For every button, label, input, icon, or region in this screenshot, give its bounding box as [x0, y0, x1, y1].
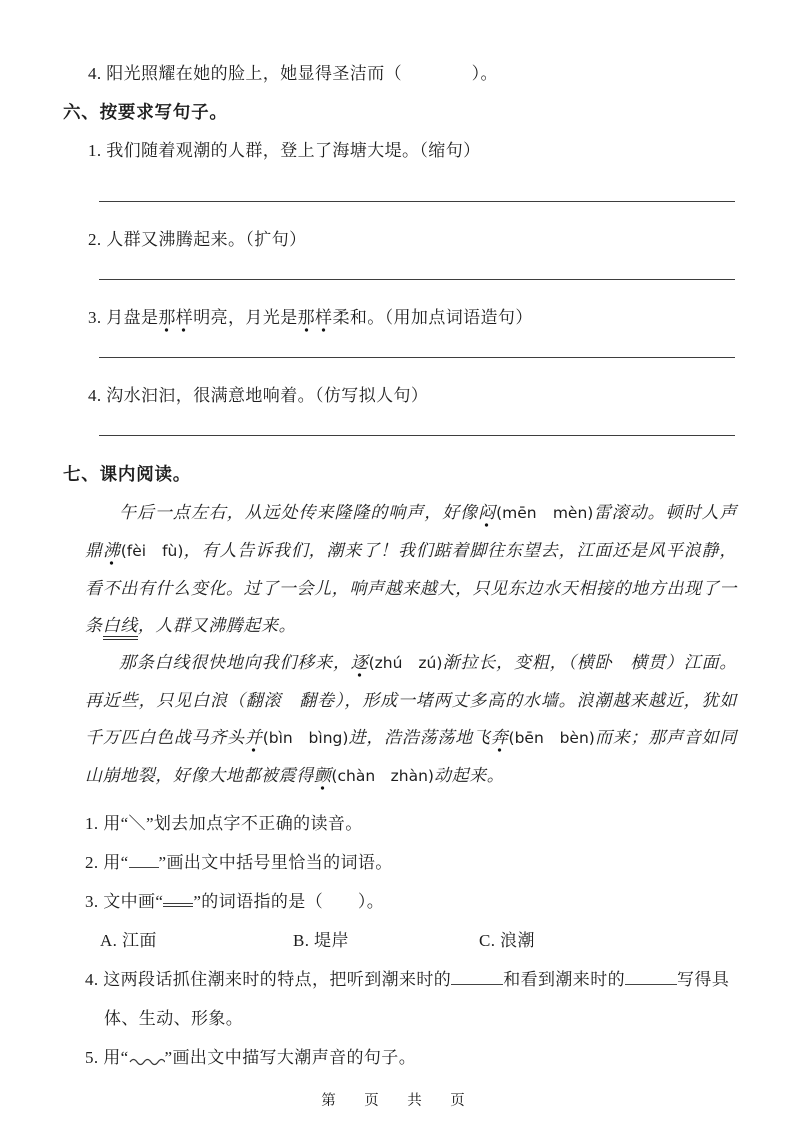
dotted-character: 沸 [103, 541, 121, 566]
pinyin-options: (bìn bìng) [262, 729, 349, 747]
question-text: 4. 这两段话抓住潮来时的特点，把听到潮来时的 [85, 970, 452, 989]
passage-paragraph-1 [85, 494, 737, 644]
question-text: ”画出文中括号里恰当的词语。 [158, 853, 393, 872]
answer-line [99, 279, 735, 280]
double-underline-blank [163, 893, 193, 907]
section6-question-4 [63, 385, 737, 407]
passage-text: ，有人告诉我们，潮来了！我们踮着脚往东望去，江面还是风平浪静，看不出有什么变化。过了一会儿，响声越来越大，只见东边水天相接的地方出现了一条 [85, 541, 737, 635]
passage-text: 动起来。 [433, 766, 505, 785]
section5-question-4 [63, 63, 737, 85]
pinyin-options: (fèi fù) [120, 542, 184, 560]
section6-question-2 [63, 229, 737, 251]
reading-passage [85, 494, 737, 795]
question-text: 1. 用“＼”划去加点字不正确的读音。 [85, 814, 363, 833]
question-text: 2. 用“ [85, 853, 129, 872]
answer-line [99, 201, 735, 202]
section7-question-3 [63, 882, 737, 921]
section7-question-1 [63, 804, 737, 843]
section7-question-5 [63, 1038, 737, 1077]
pinyin-options: (mēn mèn) [496, 504, 594, 522]
answer-line [99, 435, 735, 436]
question-text: ”的词语指的是（ ）。 [193, 892, 385, 911]
passage-text: 进，浩浩荡荡地飞 [348, 728, 491, 747]
passage-text: 雷滚动。顿时人声鼎 [85, 503, 737, 560]
question-text: 明亮，月光是 [193, 308, 298, 327]
question-text: 写得具体、生动、形象。 [104, 970, 730, 1028]
pinyin-options: (zhú zú) [368, 654, 443, 672]
wavy-line-icon [129, 1054, 165, 1066]
question-text: 4. 阳光照耀在她的脸上，她显得圣洁而（ ）。 [88, 64, 498, 83]
passage-text: 那条白线很快地向我们移来， [119, 653, 351, 672]
fill-in-blank [625, 971, 677, 985]
passage-text: ，人群又沸腾起来。 [137, 616, 297, 635]
question-text: 5. 用“ [85, 1048, 129, 1067]
question-text: 和看到潮来时的 [503, 970, 626, 989]
question-text: 4. 沟水汩汩，很满意地响着。（仿写拟人句） [88, 386, 429, 405]
pinyin-options: (bēn bèn) [508, 729, 595, 747]
section6-question-1 [63, 140, 737, 162]
question-text: 1. 我们随着观潮的人群，登上了海塘大堤。（缩句） [88, 141, 481, 160]
option-b: B. 堤岸 [293, 931, 349, 950]
question-text: 3. 月盘是 [88, 308, 159, 327]
section7-question-2 [63, 843, 737, 882]
section7-question-4 [63, 960, 737, 1038]
dotted-character: 闷 [478, 503, 496, 528]
dotted-character: 并 [245, 728, 263, 753]
dotted-word: 那样 [298, 308, 333, 333]
single-underline-blank [129, 854, 159, 868]
dotted-word: 那样 [158, 308, 193, 333]
dotted-character: 奔 [491, 728, 509, 753]
section7-questions [63, 804, 737, 1077]
pinyin-options: (chàn zhàn) [331, 767, 434, 785]
question-text: 3. 文中画“ [85, 892, 164, 911]
passage-text: 午后一点左右，从远处传来隆隆的响声，好像 [119, 503, 479, 522]
option-c: C. 浪潮 [479, 931, 535, 950]
fill-in-blank [451, 971, 503, 985]
section6-heading: 六、按要求写句子。 [63, 102, 228, 122]
passage-text: 而来；那声音如同山崩地裂，好像大地都被震得 [85, 728, 737, 785]
double-underlined-word: 白线 [103, 616, 138, 640]
option-a: A. 江面 [100, 931, 157, 950]
question-text: ”画出文中描写大潮声音的句子。 [164, 1048, 417, 1067]
question-text: 柔和。（用加点词语造句） [332, 308, 533, 327]
section6-question-3 [63, 307, 737, 329]
page-footer: 第 页 共 页 [321, 1093, 472, 1109]
answer-line [99, 357, 735, 358]
section7-heading: 七、课内阅读。 [63, 464, 192, 484]
question-text: 2. 人群又沸腾起来。（扩句） [88, 230, 307, 249]
multiple-choice-options [63, 921, 737, 960]
passage-text: 渐拉长，变粗，（横卧 横贯）江面。再近些，只见白浪（翻滚 翻卷），形成一堵两丈多高的水墙。浪潮越来越近，犹如千万匹白色战马齐头 [85, 653, 738, 747]
dotted-character: 颤 [314, 766, 332, 791]
wavy-underline-blank [129, 1041, 165, 1053]
passage-paragraph-2 [85, 644, 737, 795]
dotted-character: 逐 [351, 653, 369, 678]
